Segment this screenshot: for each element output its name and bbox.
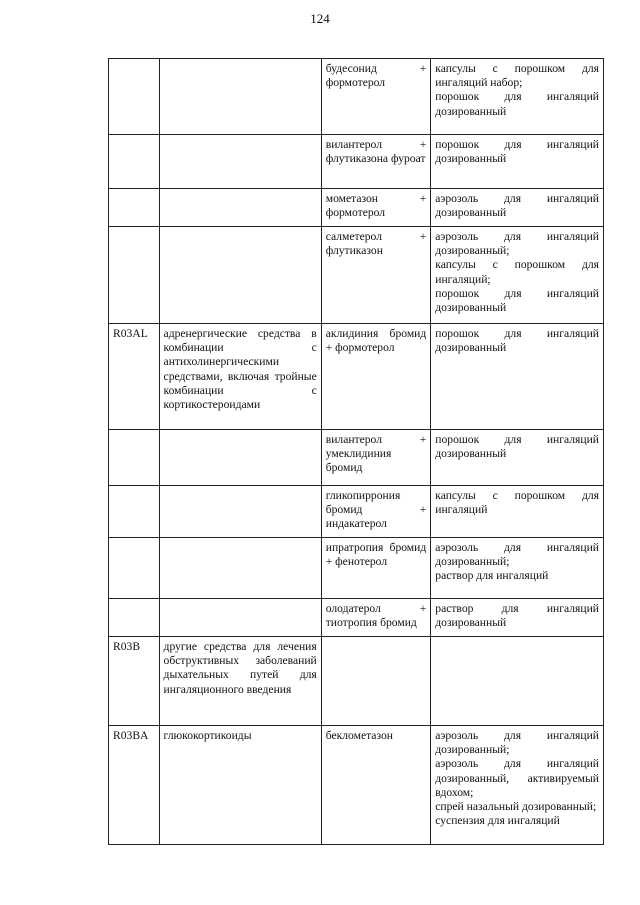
dosage-form-item: аэрозоль для ингаляций дозированный; — [435, 230, 599, 258]
dosage-form-item: капсулы с порошком для ингаляций — [435, 489, 599, 517]
dosage-form-item: раствор для ингаляций — [435, 569, 549, 583]
dosage-forms-cell — [431, 726, 604, 845]
dosage-form-item: аэрозоль для ингаляций дозированный; — [435, 541, 599, 569]
pharm-group-cell: другие средства для лечения обструктивных заболеваний дыхательных путей для ингаляционного введения — [159, 637, 321, 726]
table-row — [109, 227, 604, 324]
dosage-form-item: порошок для ингаляций дозированный — [435, 286, 599, 315]
drug-name-cell: гликопиррония бромид + индакатерол — [321, 486, 431, 538]
atc-code-cell — [109, 227, 160, 324]
dosage-forms-cell — [431, 637, 604, 726]
dosage-form-item: суспензия для ингаляций — [435, 814, 560, 828]
atc-code-cell — [109, 538, 160, 599]
drug-name-cell: ипратропия бромид + фенотерол — [321, 538, 431, 599]
drug-name-cell: беклометазон — [321, 726, 431, 845]
dosage-forms-cell — [431, 189, 604, 227]
atc-code-cell — [109, 59, 160, 135]
drug-name-cell — [321, 637, 431, 726]
pharm-group-cell — [159, 430, 321, 486]
atc-code-cell: R03BA — [109, 726, 160, 845]
drug-name-cell: салметерол + флутиказон — [321, 227, 431, 324]
drug-table — [108, 58, 604, 845]
pharm-group-cell — [159, 135, 321, 189]
dosage-forms-cell — [431, 538, 604, 599]
dosage-forms-cell — [431, 324, 604, 430]
table-row — [109, 599, 604, 637]
page-number: 124 — [310, 11, 330, 26]
dosage-forms-cell — [431, 59, 604, 135]
table-row — [109, 726, 604, 845]
pharm-group-cell — [159, 599, 321, 637]
table-row — [109, 486, 604, 538]
pharm-group-cell — [159, 189, 321, 227]
table-body — [109, 59, 604, 845]
dosage-form-item: спрей назальный дозированный; — [435, 800, 597, 814]
pharm-group-cell: глюкокортикоиды — [159, 726, 321, 845]
table-row — [109, 538, 604, 599]
pharm-group-cell — [159, 227, 321, 324]
dosage-forms-cell — [431, 486, 604, 538]
dosage-form-item: раствор для ингаляций дозированный — [435, 602, 599, 630]
pharm-group-cell — [159, 486, 321, 538]
drug-name-cell: будесонид + формотерол — [321, 59, 431, 135]
dosage-forms-cell — [431, 135, 604, 189]
table-row — [109, 430, 604, 486]
dosage-form-item: аэрозоль для ингаляций дозированный — [435, 192, 599, 220]
atc-code-cell — [109, 135, 160, 189]
dosage-forms-cell — [431, 430, 604, 486]
drug-name-cell: олодатерол + тиотропия бромид — [321, 599, 431, 637]
pharm-group-cell — [159, 59, 321, 135]
table-row — [109, 59, 604, 135]
pharm-group-cell — [159, 538, 321, 599]
dosage-forms-cell — [431, 599, 604, 637]
dosage-form-item: порошок для ингаляций дозированный — [435, 138, 599, 166]
table-row — [109, 189, 604, 227]
pharm-group-cell: адренергические средства в комбинации с антихолинергическими средствами, включая тройные комбинации с кортикостероидами — [159, 324, 321, 430]
atc-code-cell — [109, 189, 160, 227]
drug-name-cell: мометазон + формотерол — [321, 189, 431, 227]
dosage-form-item: порошок для ингаляций дозированный — [435, 433, 599, 461]
dosage-form-item: аэрозоль для ингаляций дозированный, активируемый вдохом; — [435, 757, 599, 799]
dosage-form-item: порошок для ингаляций дозированный — [435, 90, 599, 118]
atc-code-cell — [109, 599, 160, 637]
atc-code-cell: R03AL — [109, 324, 160, 430]
drug-name-cell: вилантерол + флутиказона фуроат — [321, 135, 431, 189]
table-row — [109, 324, 604, 430]
dosage-forms-cell — [431, 227, 604, 324]
atc-code-cell: R03B — [109, 637, 160, 726]
atc-code-cell — [109, 486, 160, 538]
drug-name-cell: вилантерол + умеклидиния бромид — [321, 430, 431, 486]
dosage-form-item: аэрозоль для ингаляций дозированный; — [435, 729, 599, 757]
drug-name-cell: аклидиния бромид + формотерол — [321, 324, 431, 430]
dosage-form-item: порошок для ингаляций дозированный — [435, 327, 599, 355]
atc-code-cell — [109, 430, 160, 486]
table-row — [109, 135, 604, 189]
dosage-form-item: капсулы с порошком для ингаляций; — [435, 258, 599, 286]
table-row — [109, 637, 604, 726]
dosage-form-item: капсулы с порошком для ингаляций набор; — [435, 62, 599, 90]
